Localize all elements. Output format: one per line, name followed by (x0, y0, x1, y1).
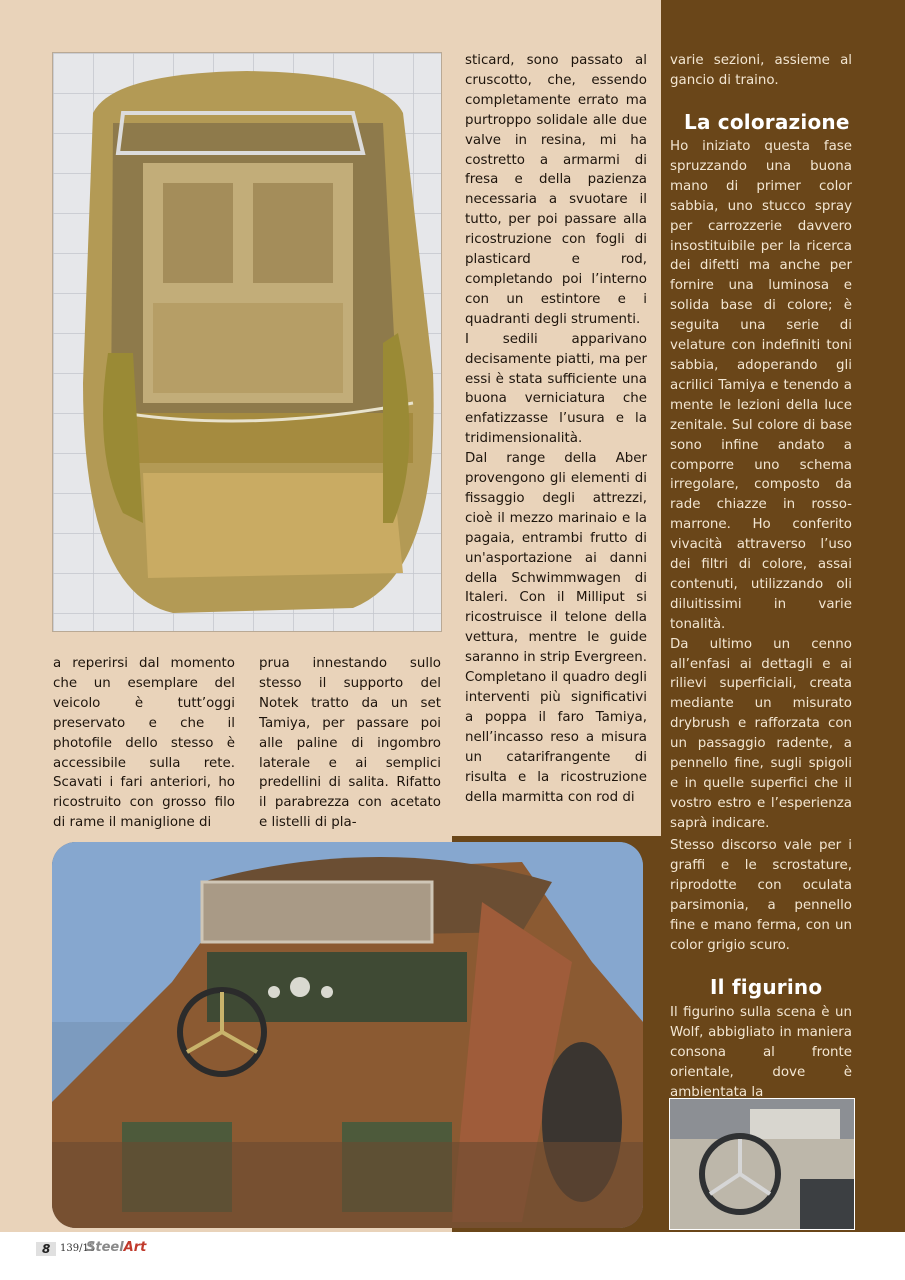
logo-part-2: Art (123, 1240, 147, 1255)
text-column-3 (465, 51, 647, 807)
text-column-4-lower (670, 836, 852, 955)
page-number: 8 (36, 1242, 56, 1256)
column-1-paragraph: a reperirsi dal momento che un esemplare del veicolo è tutt’oggi preservato e che il photofile dello stesso è accessibile sulla rete. Scavati i fari anteriori, ho ricostruito con grosso filo di rame il maniglione di (53, 656, 235, 831)
logo-part-1: Steel (86, 1240, 124, 1255)
model-top-view-photo (52, 52, 442, 632)
column-3-paragraph-2: I sedili apparivano decisamente piatti, ma per essi è stata sufficiente una buona verniciatura che enfatizzasse l’usura e la tridimensionalità. (465, 331, 647, 447)
column-3-paragraph-1: sticard, sono passato al cruscotto, che, essendo completamente errato ma purtroppo solidale alle due valve in resina, mi ha costretto a armarmi di fresa e della pazienza necessaria a svuotare il tutto, per poi passare alla ricostruzione con fogli di plasticard e rod, completando poi l’interno con un estintore e i quadranti degli strumenti. (465, 53, 647, 327)
text-column-2 (259, 654, 441, 833)
column-3-paragraph-3: Dal range della Aber provengono gli elementi di fissaggio degli attrezzi, cioè il mezzo marinaio e la pagaia, entrambi frutto di un'asportazione ai danni della Schwimmwagen di Italeri. Con il Milliput si ricostruisce il telone della vettura, mentre le guide saranno in strip Evergreen. Completano il quadro degli interventi più significativi a poppa il faro Tamiya, nell’incasso reso a misura un catarifrangente di risulta e la ricostruzione della marmitta con rod di (465, 451, 647, 805)
text-column-4-middle (670, 137, 852, 834)
column-4-paragraph-2: Ho iniziato questa fase spruzzando una buona mano di primer color sabbia, uno stucco spray per carrozzerie davvero insostituibile per la ricerca dei difetti ma anche per fornire una luminosa e solida base di colore; è seguita una serie di velature con indefiniti toni sabbia, adoperando gli acrilici Tamiya e tenendo a mente le lezioni della luce zenitale. Sul colore di base sono infine andato a comporre uno schema irregolare, composto da rade chiazze in rosso-marrone. Ho conferito vivacità attraverso l’uso dei filtri di colore, assai contenuti, utilizzando oli diluitissimi in varie tonalità. (670, 139, 852, 632)
text-column-1 (53, 654, 235, 833)
magazine-logo (86, 1240, 146, 1255)
steering-wheel-photo (669, 1098, 855, 1230)
column-4-paragraph-4: Stesso discorso vale per i graffi e le scrostature, riprodotte con oculata parsimonia, a pennello fine e mano ferma, con un color grigio scuro. (670, 838, 852, 953)
heading-la-colorazione: La colorazione (684, 110, 850, 134)
text-column-4-bottom (670, 1003, 852, 1103)
column-2-paragraph: prua innestando sullo stesso il supporto del Notek tratto da un set Tamiya, per passare poi alle paline di ingombro laterale e ai semplici predellini di salita. Rifatto il parabrezza con acetato e listelli di pla- (259, 656, 441, 831)
column-4-paragraph-3: Da ultimo un cenno all’enfasi ai dettagli e ai rilievi superficiali, creata mediante un misurato drybrush e rafforzata con un passaggio radente, a pennello fine, sugli spigoli e in quelle superfici che il vostro estro e l’esperienza saprà indicare. (670, 636, 852, 831)
issue-number: 139/15 (60, 1243, 96, 1254)
model-dashboard-photo (52, 842, 643, 1228)
column-4-paragraph-5: Il figurino sulla scena è un Wolf, abbigliato in maniera consona al fronte orientale, dove è ambientata la (670, 1005, 852, 1100)
text-column-4-top (670, 51, 852, 91)
heading-il-figurino: Il figurino (710, 975, 823, 999)
column-4-paragraph-1: varie sezioni, assieme al gancio di traino. (670, 53, 852, 88)
